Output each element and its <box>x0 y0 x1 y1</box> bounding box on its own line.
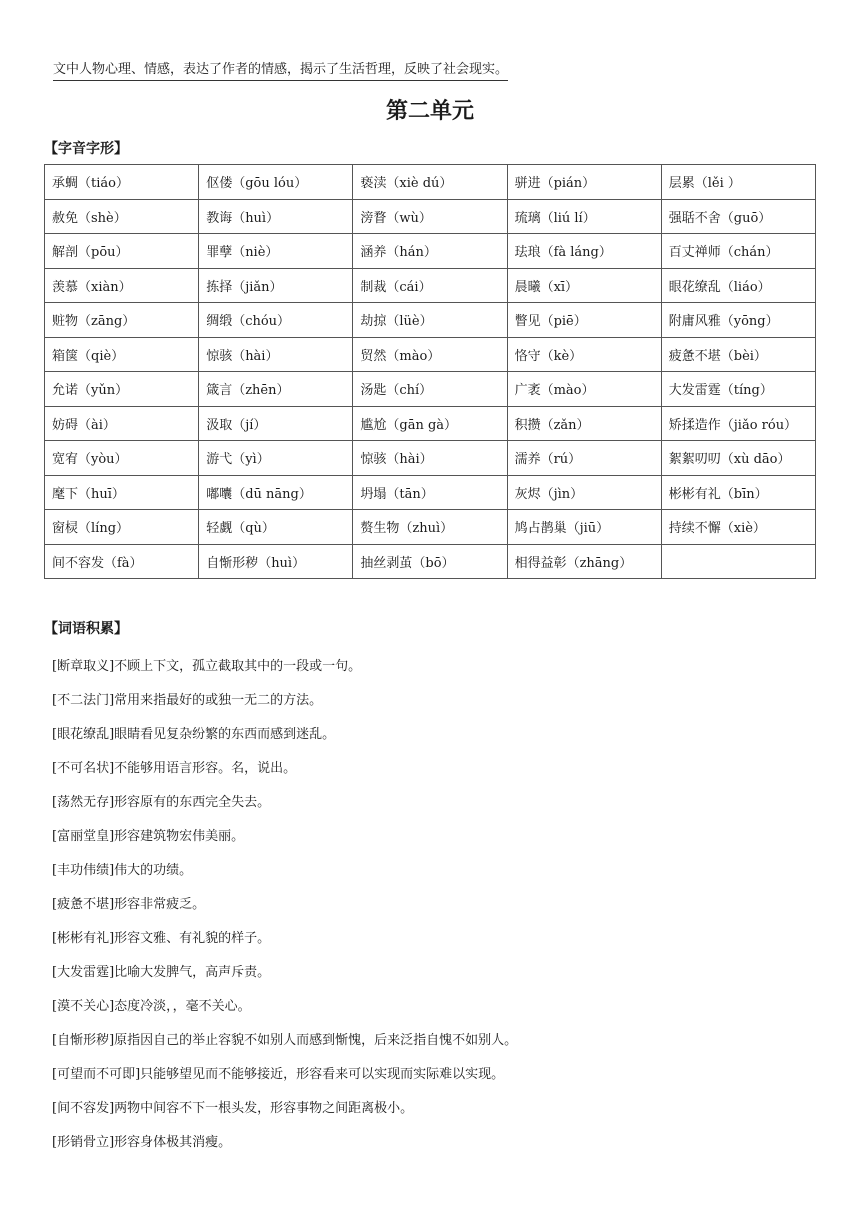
unit-title: 第二单元 <box>385 99 474 124</box>
list-item: [彬彬有礼]形容文雅、有礼貌的样子。 <box>52 931 271 946</box>
table-cell: 瞥见（piē） <box>507 303 661 338</box>
table-cell: 骈进（pián） <box>507 165 661 200</box>
table-cell: 絮絮叨叨（xù dāo） <box>661 441 815 476</box>
table-cell: 间不容发（fà） <box>45 544 199 579</box>
table-cell: 罪孽（niè） <box>199 234 353 269</box>
table-cell: 承蜩（tiáo） <box>45 165 199 200</box>
table-cell: 大发雷霆（tíng） <box>661 372 815 407</box>
table-cell: 层累（lěi ） <box>661 165 815 200</box>
table-cell: 尴尬（gān gà） <box>353 406 507 441</box>
table-cell: 彬彬有礼（bīn） <box>661 475 815 510</box>
table-cell: 灰烬（jìn） <box>507 475 661 510</box>
list-item: [眼花缭乱]眼睛看见复杂纷繁的东西而感到迷乱。 <box>52 727 336 742</box>
table-cell: 汲取（jí） <box>199 406 353 441</box>
table-cell: 强聒不舍（guō） <box>661 199 815 234</box>
list-item: [不可名状]不能够用语言形容。名，说出。 <box>52 761 297 776</box>
table-cell: 涵养（hán） <box>353 234 507 269</box>
table-cell: 拣择（jiǎn） <box>199 268 353 303</box>
list-item: [丰功伟绩]伟大的功绩。 <box>52 863 193 878</box>
list-item: [漠不关心]态度冷淡，，毫不关心。 <box>52 999 251 1014</box>
table-cell: 伛偻（gōu lóu） <box>199 165 353 200</box>
list-item: [疲惫不堪]形容非常疲乏。 <box>52 897 206 912</box>
table-cell: 汤匙（chí） <box>353 372 507 407</box>
table-cell: 轻觑（qù） <box>199 510 353 545</box>
section-heading-pronunciation: 【字音字形】 <box>44 141 128 157</box>
table-row <box>45 544 816 579</box>
table-row <box>45 165 816 200</box>
table-cell: 妨碍（ài） <box>45 406 199 441</box>
table-cell: 嘟囔（dū nāng） <box>199 475 353 510</box>
table-cell: 鸠占鹊巢（jiū） <box>507 510 661 545</box>
table-cell: 广袤（mào） <box>507 372 661 407</box>
table-cell: 劫掠（lüè） <box>353 303 507 338</box>
table-cell: 濡养（rú） <box>507 441 661 476</box>
table-row <box>45 372 816 407</box>
table-cell: 惊骇（hài） <box>353 441 507 476</box>
table-cell: 附庸风雅（yōng） <box>661 303 815 338</box>
table-cell: 羡慕（xiàn） <box>45 268 199 303</box>
table-cell: 赃物（zāng） <box>45 303 199 338</box>
table-cell: 贸然（mào） <box>353 337 507 372</box>
table-cell: 窗棂（líng） <box>45 510 199 545</box>
table-row <box>45 303 816 338</box>
table-cell: 矫揉造作（jiǎo róu） <box>661 406 815 441</box>
vocabulary-list <box>52 650 517 1160</box>
table-cell: 琉璃（liú lí） <box>507 199 661 234</box>
table-cell: 允诺（yǔn） <box>45 372 199 407</box>
table-cell: 惊骇（hài） <box>199 337 353 372</box>
section-heading-vocabulary: 【词语积累】 <box>44 621 128 637</box>
table-cell: 箱箧（qiè） <box>45 337 199 372</box>
table-row <box>45 199 816 234</box>
table-row <box>45 234 816 269</box>
list-item: [形销骨立]形容身体极其消瘦。 <box>52 1135 232 1150</box>
list-item: [断章取义]不顾上下文，孤立截取其中的一段或一句。 <box>52 659 362 674</box>
table-cell: 赘生物（zhuì） <box>353 510 507 545</box>
table-cell: 疲惫不堪（bèi） <box>661 337 815 372</box>
table-cell: 教诲（huì） <box>199 199 353 234</box>
table-cell: 百丈禅师（chán） <box>661 234 815 269</box>
table-cell: 绸缎（chóu） <box>199 303 353 338</box>
table-cell: 眼花缭乱（liáo） <box>661 268 815 303</box>
table-cell: 恪守（kè） <box>507 337 661 372</box>
table-cell: 晨曦（xī） <box>507 268 661 303</box>
table-cell: 积攒（zǎn） <box>507 406 661 441</box>
table-row <box>45 406 816 441</box>
table-cell: 赦免（shè） <box>45 199 199 234</box>
table-cell: 宽宥（yòu） <box>45 441 199 476</box>
table-cell: 亵渎（xiè dú） <box>353 165 507 200</box>
top-line-text: 文中人物心理、情感，表达了作者的情感，揭示了生活哲理，反映了社会现实。 <box>53 60 508 81</box>
table-row <box>45 510 816 545</box>
table-row <box>45 268 816 303</box>
list-item: [自惭形秽]原指因自己的举止容貌不如别人而感到惭愧，后来泛指自愧不如别人。 <box>52 1033 518 1048</box>
list-item: [富丽堂皇]形容建筑物宏伟美丽。 <box>52 829 245 844</box>
list-item: [间不容发]两物中间容不下一根头发，形容事物之间距离极小。 <box>52 1101 414 1116</box>
table-cell: 箴言（zhēn） <box>199 372 353 407</box>
table-cell: 自惭形秽（huì） <box>199 544 353 579</box>
table-cell: 麾下（huī） <box>45 475 199 510</box>
list-item: [大发雷霆]比喻大发脾气，高声斥责。 <box>52 965 271 980</box>
table-cell: 制裁（cái） <box>353 268 507 303</box>
list-item: [荡然无存]形容原有的东西完全失去。 <box>52 795 271 810</box>
table-cell: 相得益彰（zhāng） <box>507 544 661 579</box>
table-cell: 抽丝剥茧（bō） <box>353 544 507 579</box>
list-item: [可望而不可即]只能够望见而不能够接近，形容看来可以实现而实际难以实现。 <box>52 1067 505 1082</box>
table-cell: 解剖（pōu） <box>45 234 199 269</box>
list-item: [不二法门]常用来指最好的或独一无二的方法。 <box>52 693 323 708</box>
table-cell: 持续不懈（xiè） <box>661 510 815 545</box>
pronunciation-table <box>44 164 816 579</box>
table-cell: 游弋（yì） <box>199 441 353 476</box>
table-row <box>45 441 816 476</box>
table-row <box>45 475 816 510</box>
table-cell: 坍塌（tān） <box>353 475 507 510</box>
table-cell: 珐琅（fà láng） <box>507 234 661 269</box>
table-cell: 滂瞀（wù） <box>353 199 507 234</box>
table-cell <box>661 544 815 579</box>
table-row <box>45 337 816 372</box>
